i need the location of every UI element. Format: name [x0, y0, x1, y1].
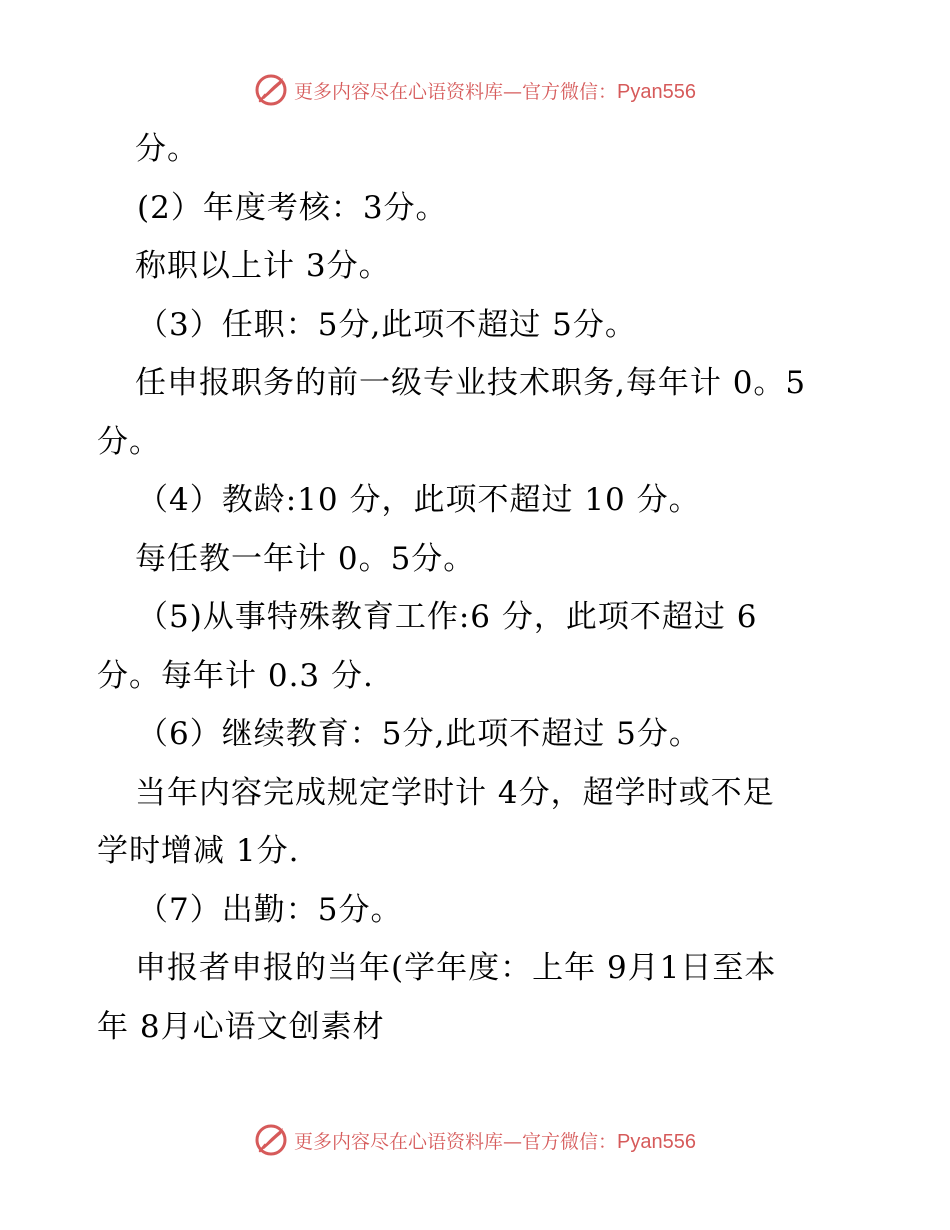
- watermark-text: 更多内容尽在心语资料库—官方微信：Pyan556: [294, 80, 696, 103]
- text-line: 称职以上计 3分。: [135, 248, 391, 284]
- watermark-handle: Pyan556: [617, 80, 696, 103]
- watermark-handle: Pyan556: [617, 1130, 696, 1153]
- text-line: 任申报职务的前一级专业技术职务,每年计 0。5: [135, 365, 807, 401]
- text-line: （5)从事特殊教育工作:6 分，此项不超过 6: [137, 599, 758, 635]
- quill-logo-icon: [254, 1123, 288, 1157]
- text-line: 分。: [135, 131, 199, 167]
- quill-logo-icon: [254, 73, 288, 107]
- text-line: 学时增减 1分.: [97, 833, 300, 869]
- footer-watermark: [0, 1122, 950, 1158]
- text-line: 年 8月心语文创素材: [97, 1008, 385, 1045]
- text-line: 申报者申报的当年(学年度：上年 9月1日至本: [135, 950, 777, 986]
- text-line: （7）出勤：5分。: [137, 891, 403, 928]
- text-line: （3）任职：5分,此项不超过 5分。: [137, 306, 637, 343]
- text-line: 当年内容完成规定学时计 4分，超学时或不足: [135, 774, 775, 811]
- header-watermark: [0, 72, 950, 108]
- watermark-text: 更多内容尽在心语资料库—官方微信：Pyan556: [294, 1130, 696, 1153]
- text-line: (2）年度考核：3分。: [137, 189, 448, 226]
- text-line: 分。每年计 0.3 分.: [97, 657, 374, 694]
- text-line: （4）教龄:10 分，此项不超过 10 分。: [137, 482, 701, 518]
- text-line: 分。: [97, 423, 161, 460]
- text-line: （6）继续教育：5分,此项不超过 5分。: [137, 716, 701, 752]
- text-line: 每任教一年计 0。5分。: [135, 540, 476, 577]
- document-body: [97, 120, 857, 1056]
